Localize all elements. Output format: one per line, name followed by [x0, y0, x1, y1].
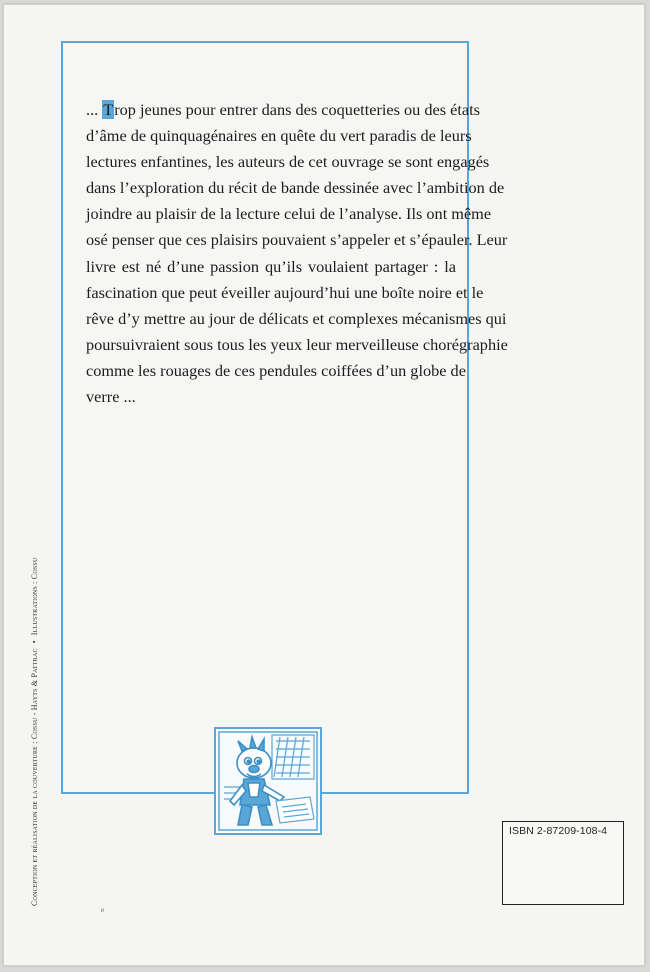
dropcap-letter: T [103, 100, 114, 119]
blurb-ellipsis: ... [86, 100, 103, 119]
blurb-line: comme les rouages de ces pendules coiffées d’un globe de [86, 360, 466, 380]
blurb-line: lectures enfantines, les auteurs de cet ouvrage se sont engagés [86, 152, 490, 172]
blurb-line [86, 97, 480, 123]
blurb-first-line-text: rop jeunes pour entrer dans des coquetteries ou des états [114, 100, 480, 119]
blurb-line: dans l’exploration du récit de bande dessinée avec l’ambition de [86, 178, 505, 198]
cover-credits [30, 558, 39, 906]
blurb-line: poursuivraient sous tous les yeux leur merveilleuse chorégraphie [86, 334, 508, 354]
isbn-box [502, 821, 624, 905]
blurb-line: d’âme de quinquagénaires en quête du vert paradis de leurs [86, 126, 472, 146]
back-cover-blurb [86, 97, 508, 410]
blurb-line: verre ... [86, 387, 136, 407]
cover-design-credit: Conception et réalisation de la couverture : Cossu - Hayts & Pattrac [30, 648, 39, 906]
blurb-line: livre est né d’une passion qu’ils voulaient partager : la [86, 256, 456, 276]
credits-separator: • [30, 640, 39, 644]
isbn-number: ISBN 2-87209-108-4 [509, 825, 608, 837]
comic-character-illustration [214, 727, 322, 835]
blurb-line: fascination que peut éveiller aujourd’hui une boîte noire et le [86, 282, 484, 302]
printer-mark: e [101, 906, 105, 914]
blurb-line: osé penser que ces plaisirs pouvaient s’appeler et s’épauler. Leur [86, 230, 508, 250]
blurb-line: rêve d’y mettre au jour de délicats et complexes mécanismes qui [86, 308, 507, 328]
blurb-line: joindre au plaisir de la lecture celui de l’analyse. Ils ont même [86, 204, 492, 224]
illustrations-credit: Illustrations : Cossu [30, 557, 39, 636]
